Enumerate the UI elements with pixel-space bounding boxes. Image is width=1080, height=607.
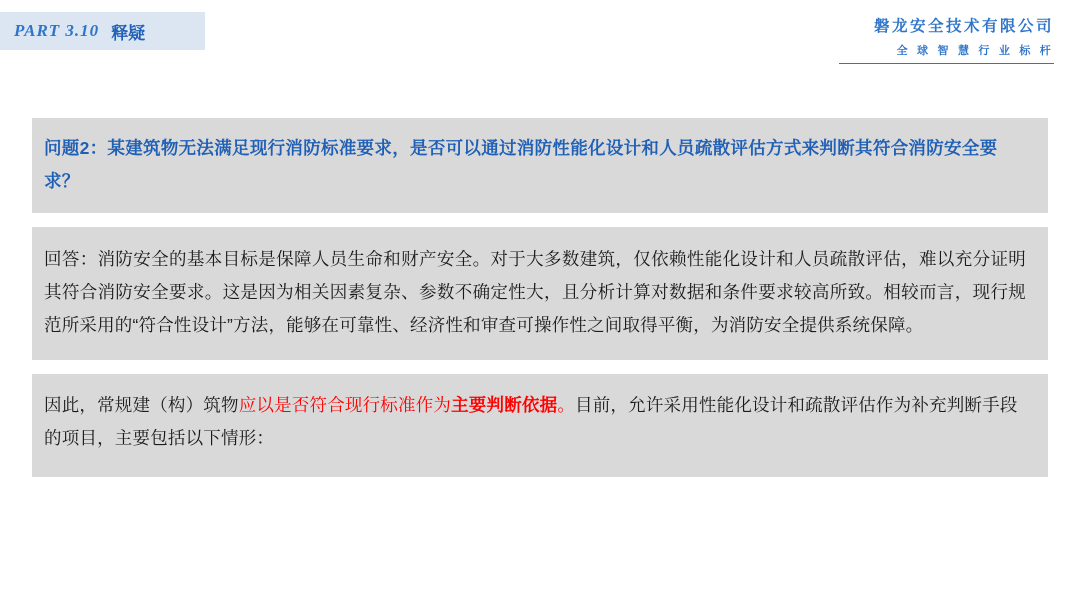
section-header-tag xyxy=(0,12,205,50)
brand-block xyxy=(839,14,1054,64)
content-area xyxy=(32,118,1048,477)
brand-name: 磐龙安全技术有限公司 xyxy=(873,18,1054,35)
conclusion-highlight-3: 。 xyxy=(557,395,576,415)
section-title: 释疑 xyxy=(111,23,146,43)
brand-divider xyxy=(839,63,1054,64)
answer-text: 回答：消防安全的基本目标是保障人员生命和财产安全。对于大多数建筑，仅依赖性能化设计和人员疏散评估，难以充分证明其符合消防安全要求。这是因为相关因素复杂、参数不确定性大，且分析计算对数据和条件要求较高所致。相较而言，现行规范所采用的“符合性设计”方法，能够在可靠性、经济性和审查可操作性之间取得平衡，为消防安全提供系统保障。 xyxy=(44,249,1026,335)
conclusion-highlight-1: 应以是否符合现行标准作为 xyxy=(238,395,452,415)
question-block xyxy=(32,118,1048,213)
question-text: 问题2：某建筑物无法满足现行消防标准要求，是否可以通过消防性能化设计和人员疏散评估方式来判断其符合消防安全要求？ xyxy=(44,138,998,191)
answer-block xyxy=(32,227,1048,360)
conclusion-highlight-2: 主要判断依据 xyxy=(451,395,558,415)
brand-tagline: 全 球 智 慧 行 业 标 杆 xyxy=(896,45,1054,57)
part-label: PART 3.10 xyxy=(14,21,100,40)
conclusion-block xyxy=(32,374,1048,477)
conclusion-part-1: 因此，常规建（构）筑物 xyxy=(44,395,239,415)
conclusion-text xyxy=(44,389,1026,455)
conclusion-part-2: 目前，允许采用性能化设计和疏散评估作为补充判断手段的项目，主要包括以下情形： xyxy=(44,395,1018,448)
